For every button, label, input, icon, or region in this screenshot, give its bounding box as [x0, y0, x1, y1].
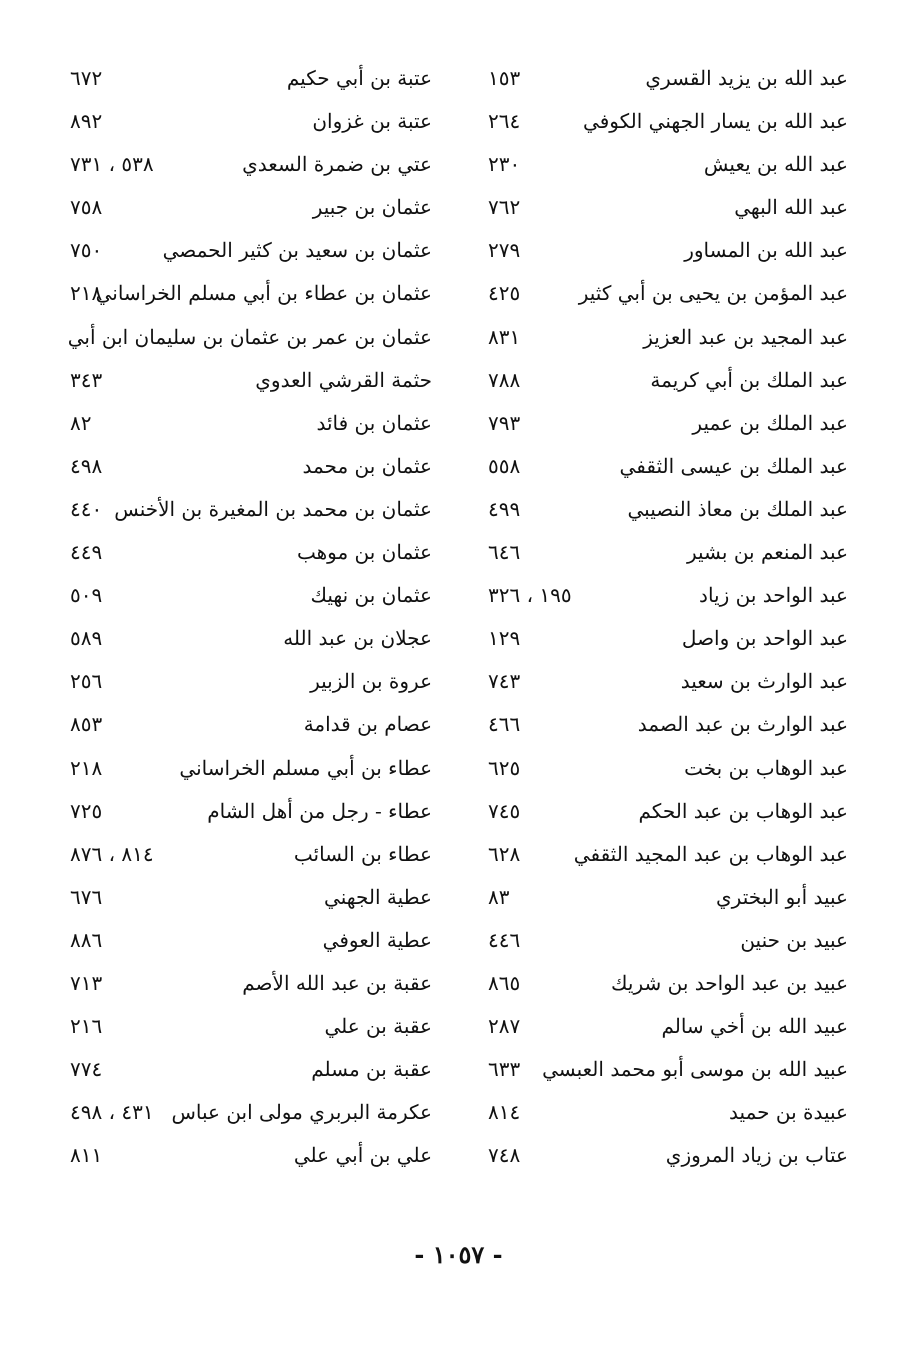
entry-pages: ٦٣٣ — [488, 1057, 521, 1082]
entry-pages: ٨١١ — [70, 1143, 103, 1168]
entry-name: عبد الوارث بن عبد الصمد — [637, 712, 848, 737]
entry-name: عطاء - رجل من أهل الشام — [207, 798, 432, 823]
index-entry — [70, 795, 432, 838]
entry-pages: ٦٢٥ — [488, 755, 521, 780]
index-entry — [70, 1096, 432, 1139]
index-entry — [70, 407, 432, 450]
entry-name: عبيد الله بن موسى أبو محمد العبسي — [542, 1057, 848, 1082]
entry-name: عطية العوفي — [322, 927, 432, 952]
entry-pages: ٨١٤ ، ٨٧٦ — [70, 841, 154, 866]
entry-name: عبد المؤمن بن يحيى بن أبي كثير — [578, 281, 848, 306]
index-entry — [70, 62, 432, 105]
index-entry — [488, 407, 848, 450]
entry-pages: ٣٤٣ — [70, 367, 103, 392]
index-entry — [488, 191, 848, 234]
entry-name: عبيد بن حنين — [740, 927, 848, 952]
entry-pages: ٢١٦ — [70, 1014, 103, 1039]
index-entry — [70, 1139, 432, 1182]
index-entry — [67, 321, 432, 364]
entry-name: عبد المجيد بن عبد العزيز — [643, 324, 848, 349]
entry-name: عثمان بن محمد — [302, 453, 432, 478]
entry-pages: ٧٥٨ — [70, 195, 103, 220]
entry-name: عثمان بن عمر بن عثمان بن سليمان ابن أبي — [67, 324, 432, 349]
entry-name: عبد الوهاب بن بخت — [684, 755, 848, 780]
entry-pages: ٥٣٨ ، ٧٣١ — [70, 152, 154, 177]
entry-pages: ١٢٩ — [488, 626, 521, 651]
index-entry — [488, 795, 848, 838]
entry-name: عقبة بن عبد الله الأصم — [242, 970, 432, 995]
index-entry — [488, 1139, 848, 1182]
entry-pages: ٢٨٧ — [488, 1014, 521, 1039]
entry-name: عكرمة البربري مولى ابن عباس — [171, 1100, 432, 1125]
index-entry — [488, 321, 848, 364]
entry-pages: ٨٨٦ — [70, 927, 103, 952]
entry-name: عتبة بن أبي حكيم — [286, 66, 432, 90]
entry-pages: ٦٧٢ — [70, 66, 103, 90]
entry-name: عتبة بن غزوان — [312, 109, 432, 134]
entry-name: عثمان بن سعيد بن كثير الحمصي — [162, 238, 432, 263]
entry-name: عبد الواحد بن واصل — [681, 626, 848, 651]
index-entry — [488, 752, 848, 795]
entry-pages: ٧٧٤ — [70, 1057, 103, 1082]
entry-name: عبد الملك بن أبي كريمة — [650, 367, 848, 392]
entry-name: عبد الله بن يعيش — [703, 152, 848, 177]
entry-name: عبيد الله بن أخي سالم — [661, 1014, 848, 1039]
index-entry — [488, 708, 848, 751]
index-entry — [488, 1096, 848, 1139]
entry-pages: ٦٤٦ — [488, 540, 521, 565]
entry-name: عبيد أبو البختري — [716, 884, 848, 909]
index-entry — [70, 277, 432, 320]
entry-pages: ٤٩٨ — [70, 453, 103, 478]
index-entry — [70, 752, 432, 795]
entry-name: عثمان بن نهيك — [310, 583, 432, 608]
entry-name: عقبة بن مسلم — [311, 1057, 432, 1082]
entry-name: علي بن أبي علي — [293, 1143, 432, 1168]
entry-name: عقبة بن علي — [324, 1014, 432, 1039]
entry-name: عتي بن ضمرة السعدي — [242, 152, 432, 177]
index-entry — [488, 62, 848, 105]
index-entry — [70, 838, 432, 881]
index-entry — [70, 622, 432, 665]
entry-name: عبد الله بن يزيد القسري — [645, 66, 848, 90]
entry-name: عطاء بن السائب — [293, 841, 432, 866]
index-entry — [488, 881, 848, 924]
index-entry — [488, 665, 848, 708]
entry-pages: ٨٢ — [70, 410, 92, 435]
index-entry — [70, 450, 432, 493]
index-entry — [488, 1053, 848, 1096]
entry-name: عبد الوهاب بن عبد الحكم — [638, 798, 848, 823]
entry-pages: ٧٤٨ — [488, 1143, 521, 1168]
index-entry — [488, 105, 848, 148]
entry-name: عروة بن الزبير — [310, 669, 432, 694]
index-entry — [70, 924, 432, 967]
index-entry — [488, 277, 848, 320]
entry-name: عبيدة بن حميد — [729, 1100, 848, 1125]
index-entry — [488, 536, 848, 579]
entry-pages: ٨٣١ — [488, 324, 521, 349]
entry-pages: ٨٥٣ — [70, 712, 103, 737]
entry-pages: ٤٤٦ — [488, 927, 521, 952]
index-entry — [488, 967, 848, 1010]
index-entry — [70, 579, 432, 622]
entry-pages: ٤٣١ ، ٤٩٨ — [70, 1100, 154, 1125]
entry-pages: ٦٧٦ — [70, 884, 103, 909]
entry-pages: ٢١٨ — [70, 281, 103, 306]
page-number: - ١٠٥٧ - — [414, 1240, 503, 1269]
index-entry — [70, 493, 432, 536]
index-entry — [488, 1010, 848, 1053]
entry-pages: ٨٣ — [488, 884, 510, 909]
index-entry — [70, 148, 432, 191]
index-column-left — [67, 62, 432, 1182]
entry-name: عبد الوهاب بن عبد المجيد الثقفي — [573, 841, 848, 866]
entry-pages: ٨١٤ — [488, 1100, 521, 1125]
entry-pages: ٧٨٨ — [488, 367, 521, 392]
entry-pages: ٤٩٩ — [488, 496, 521, 521]
index-entry — [70, 234, 432, 277]
entry-pages: ٧٢٥ — [70, 798, 103, 823]
entry-pages: ٨٦٥ — [488, 970, 521, 995]
entry-pages: ٧٤٥ — [488, 798, 521, 823]
entry-name: عثمان بن عطاء بن أبي مسلم الخراساني — [95, 281, 432, 306]
entry-name: عطية الجهني — [324, 884, 432, 909]
index-entry — [488, 924, 848, 967]
index-entry — [70, 191, 432, 234]
index-column-right — [488, 62, 848, 1182]
entry-name: عبد المنعم بن بشير — [686, 540, 848, 565]
entry-pages: ٥٨٩ — [70, 626, 103, 651]
index-entry — [70, 967, 432, 1010]
entry-pages: ٥٠٩ — [70, 583, 103, 608]
index-entry — [488, 493, 848, 536]
index-entry — [70, 105, 432, 148]
entry-pages: ٤٤٠ — [70, 496, 103, 521]
entry-pages: ٧١٣ — [70, 970, 103, 995]
entry-pages: ١٩٥ ، ٣٢٦ — [488, 583, 572, 608]
entry-pages: ٢٥٦ — [70, 669, 103, 694]
entry-pages: ١٥٣ — [488, 66, 521, 90]
entry-name: عتاب بن زياد المروزي — [665, 1143, 848, 1168]
index-entry — [488, 838, 848, 881]
index-entry — [70, 881, 432, 924]
entry-name: عبد الله بن يسار الجهني الكوفي — [583, 109, 848, 134]
entry-pages: ٤٦٦ — [488, 712, 521, 737]
entry-pages: ٧٤٣ — [488, 669, 521, 694]
entry-name: عبد الملك بن معاذ النصيبي — [627, 496, 848, 521]
entry-name: عثمان بن موهب — [296, 540, 432, 565]
entry-name: عثمان بن محمد بن المغيرة بن الأخنس — [114, 496, 432, 521]
index-entry — [488, 364, 848, 407]
entry-name: عطاء بن أبي مسلم الخراساني — [179, 755, 432, 780]
index-entry — [70, 536, 432, 579]
entry-name: عبد الملك بن عمير — [692, 410, 848, 435]
entry-pages: ٧٦٢ — [488, 195, 521, 220]
entry-name: عبد الوارث بن سعيد — [680, 669, 848, 694]
entry-pages: ٥٥٨ — [488, 453, 521, 478]
entry-pages: ٧٩٣ — [488, 410, 521, 435]
entry-pages: ٦٢٨ — [488, 841, 521, 866]
entry-name: عبد الواحد بن زياد — [699, 583, 848, 608]
index-entry — [70, 1053, 432, 1096]
index-entry — [488, 579, 848, 622]
index-entry — [70, 1010, 432, 1053]
index-entry — [70, 665, 432, 708]
entry-pages: ٤٤٩ — [70, 540, 103, 565]
entry-name: عصام بن قدامة — [303, 712, 432, 737]
index-entry — [488, 622, 848, 665]
index-entry — [488, 234, 848, 277]
index-entry — [70, 708, 432, 751]
entry-name: حثمة القرشي العدوي — [255, 367, 432, 392]
entry-name: عجلان بن عبد الله — [283, 626, 432, 651]
entry-pages: ٢٣٠ — [488, 152, 521, 177]
entry-pages: ٤٢٥ — [488, 281, 521, 306]
entry-name: عبد الله بن المساور — [684, 238, 848, 263]
entry-name: عبيد بن عبد الواحد بن شريك — [611, 970, 848, 995]
index-entry — [488, 148, 848, 191]
entry-name: عثمان بن فائد — [316, 410, 432, 435]
entry-pages: ٨٩٢ — [70, 109, 103, 134]
entry-name: عثمان بن جبير — [312, 195, 432, 220]
entry-pages: ٢٧٩ — [488, 238, 521, 263]
index-entry — [488, 450, 848, 493]
entry-pages: ٧٥٠ — [70, 238, 103, 263]
entry-name: عبد الملك بن عيسى الثقفي — [619, 453, 848, 478]
entry-pages: ٢١٨ — [70, 755, 103, 780]
entry-pages: ٢٦٤ — [488, 109, 521, 134]
entry-name: عبد الله البهي — [734, 195, 848, 220]
index-entry — [70, 364, 432, 407]
